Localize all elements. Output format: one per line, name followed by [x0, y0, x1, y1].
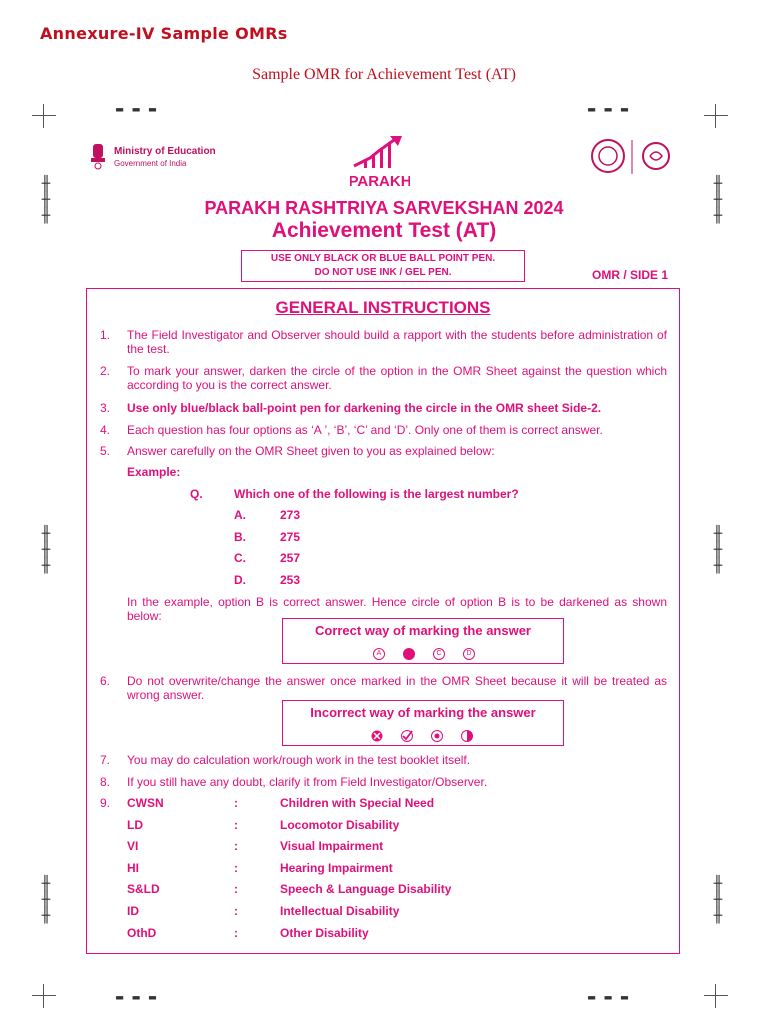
omr-side-label: OMR / SIDE 1 [592, 268, 669, 282]
abbr-sep: : [234, 926, 238, 940]
instruction-text: Each question has four options as ‘A ’, ‘B’, ‘C’ and ‘D’. Only one of them is correct answer. [127, 423, 603, 437]
ministry-sub: Government of India [114, 159, 187, 168]
option-value: 257 [280, 551, 301, 565]
abbr-sep: : [234, 861, 238, 875]
national-emblem-icon [88, 140, 108, 172]
survey-title: PARAKH RASHTRIYA SARVEKSHAN 2024 [204, 198, 564, 218]
correct-marking-box [282, 618, 564, 664]
instruction-number: 7. [100, 753, 111, 767]
ncert-seal-icon [592, 140, 624, 172]
parakh-logo-text: PARAKH [350, 173, 410, 190]
option-letter: B. [234, 530, 246, 544]
abbr-meaning: Visual Impairment [280, 839, 384, 853]
abbr-code: S&LD [127, 882, 160, 896]
example-question: Which one of the following is the largest number? [234, 487, 519, 501]
abbr-sep: : [234, 904, 238, 918]
bubble-c-icon: C [433, 648, 445, 660]
parakh-seal-icon [643, 143, 669, 169]
option-value: 253 [280, 573, 301, 587]
abbr-meaning: Locomotor Disability [280, 818, 400, 832]
parakh-logo [350, 132, 410, 192]
timing-marks-top-right: ▬ ▬ ▬ [588, 102, 630, 116]
timing-marks-left-3: ╫ ╫ ╫ [41, 876, 51, 924]
abbr-meaning: Intellectual Disability [280, 904, 400, 918]
timing-marks-top-left: ▬ ▬ ▬ [116, 102, 158, 116]
timing-marks-bottom-right: ▬ ▬ ▬ [588, 990, 630, 1004]
option-value: 273 [280, 508, 301, 522]
pen-instruction-line-2: DO NOT USE INK / GEL PEN. [314, 267, 452, 278]
ticked-bubble-icon [402, 731, 413, 742]
incorrect-marking-title: Incorrect way of marking the answer [310, 705, 536, 720]
instruction-number: 5. [100, 444, 111, 458]
crop-mark-top-left [32, 104, 56, 128]
abbr-meaning: Children with Special Need [280, 796, 435, 810]
abbr-sep: : [234, 882, 238, 896]
instruction-text: Do not overwrite/change the answer once marked in the OMR Sheet because it will be treated as wrong answer. [127, 674, 667, 702]
pen-instruction-box [241, 250, 525, 282]
abbr-meaning: Speech & Language Disability [280, 882, 452, 896]
option-letter: D. [234, 573, 246, 587]
abbr-code: VI [127, 839, 139, 853]
instruction-text: Answer carefully on the OMR Sheet given to you as explained below: [127, 444, 495, 458]
timing-marks-right-3: ╫ ╫ ╫ [713, 876, 723, 924]
abbr-meaning: Other Disability [280, 926, 369, 940]
instruction-text: The Field Investigator and Observer should build a rapport with the students before administration of the test. [127, 328, 667, 356]
abbr-meaning: Hearing Impairment [280, 861, 393, 875]
incorrect-marking-box [282, 700, 564, 746]
abbr-sep: : [234, 839, 238, 853]
pen-instruction-line-1: USE ONLY BLACK OR BLUE BALL POINT PEN. [270, 253, 496, 264]
half-filled-bubble-icon [462, 731, 473, 742]
abbr-code: OthD [127, 926, 157, 940]
option-letter: A. [234, 508, 246, 522]
bubble-d-icon: D [463, 648, 475, 660]
ministry-logo [88, 140, 238, 176]
instruction-text: You may do calculation work/rough work in the test booklet itself. [127, 753, 471, 767]
instruction-text: If you still have any doubt, clarify it from Field Investigator/Observer. [127, 775, 488, 789]
instruction-number: 6. [100, 674, 111, 688]
timing-marks-left-1: ╫ ╫ ╫ [41, 176, 51, 224]
abbr-code: CWSN [127, 796, 164, 810]
instruction-number: 3. [100, 401, 111, 415]
abbr-sep: : [234, 818, 238, 832]
example-label: Example: [127, 465, 181, 479]
crop-mark-top-right [704, 104, 728, 128]
option-value: 275 [280, 530, 301, 544]
crop-mark-bottom-left [32, 984, 56, 1008]
timing-marks-right-2: ╫ ╫ ╫ [713, 526, 723, 574]
test-title: Achievement Test (AT) [271, 219, 497, 242]
bubble-a-icon: A [373, 648, 385, 660]
seal-logos [590, 136, 680, 178]
abbr-code: ID [127, 904, 139, 918]
bubble-filled-icon [403, 648, 415, 660]
annexure-heading: Annexure-IV Sample OMRs [40, 24, 288, 43]
page-subtitle: Sample OMR for Achievement Test (AT) [252, 66, 516, 83]
dotted-bubble-icon [432, 731, 443, 742]
instruction-text: Use only blue/black ball-point pen for darkening the circle in the OMR sheet Side-2. [127, 401, 602, 415]
abbr-code: LD [127, 818, 143, 832]
ministry-name: Ministry of Education [114, 146, 216, 157]
example-q-label: Q. [190, 487, 203, 501]
timing-marks-bottom-left: ▬ ▬ ▬ [116, 990, 158, 1004]
timing-marks-left-2: ╫ ╫ ╫ [41, 526, 51, 574]
correct-marking-title: Correct way of marking the answer [314, 623, 531, 638]
instruction-number: 9. [100, 796, 111, 810]
instruction-number: 4. [100, 423, 111, 437]
crossed-bubble-icon [372, 731, 383, 742]
instruction-number: 8. [100, 775, 111, 789]
crop-mark-bottom-right [704, 984, 728, 1008]
example-explanation: In the example, option B is correct answer. Hence circle of option B is to be darkened as shown below: [127, 595, 667, 623]
option-letter: C. [234, 551, 246, 565]
abbr-code: HI [127, 861, 139, 875]
instruction-number: 1. [100, 328, 111, 342]
instructions-heading: GENERAL INSTRUCTIONS [275, 298, 491, 317]
instruction-text: To mark your answer, darken the circle of the option in the OMR Sheet against the question which according to you is the correct answer. [127, 364, 667, 392]
instruction-number: 2. [100, 364, 111, 378]
abbr-sep: : [234, 796, 238, 810]
timing-marks-right-1: ╫ ╫ ╫ [713, 176, 723, 224]
